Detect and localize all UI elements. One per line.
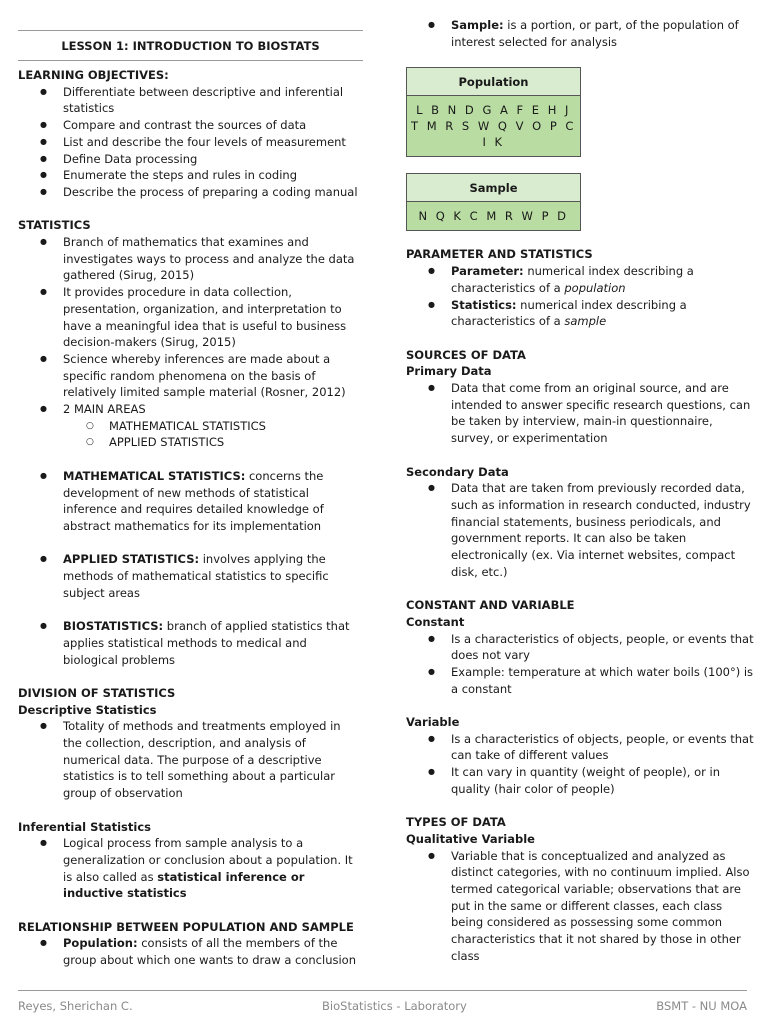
sample-list	[406, 17, 754, 50]
secondary-item: ● Data that are taken from previously recorded data, such as information in research conducted, industry financial statements, business periodicals, and government reports. It can also be taken electronically (ex. Via internet websites, compact disk, etc.)	[406, 480, 754, 580]
sample-box-title: Sample	[407, 174, 580, 202]
objective-item: ● Describe the process of preparing a coding manual	[18, 184, 363, 201]
primary-list	[406, 380, 754, 447]
population-text: consists of all the members of the group about which one wants to draw a conclusion	[63, 936, 357, 968]
main-area-item: ○ APPLIED STATISTICS	[18, 434, 363, 451]
footer-author: Reyes, Sherichan C.	[18, 999, 133, 1013]
main-areas-list	[18, 418, 363, 451]
definition-text: involves applying the methods of mathematical statistics to specific subject areas	[63, 552, 329, 600]
sample-term: Sample:	[451, 18, 504, 32]
population-box-title: Population	[407, 68, 580, 96]
sample-text: is a portion, or part, of the population of interest selected for analysis	[451, 18, 739, 49]
population-box-letters: L B N D G A F E H J T M R S W Q V O P C I K	[411, 103, 576, 150]
inferential-list	[18, 835, 363, 902]
page-footer	[18, 990, 747, 1013]
objectives-list	[18, 84, 363, 201]
main-area-item: ○ MATHEMATICAL STATISTICS	[18, 418, 363, 435]
definition-math	[18, 468, 363, 535]
sample-box-letters: N Q K C M R W P D	[418, 209, 569, 224]
statistics-item: ● Branch of mathematics that examines and investigates ways to process and analyze the data gathered (Sirug, 2015)	[18, 234, 363, 284]
definition-biostat	[18, 618, 363, 668]
definition-term: MATHEMATICAL STATISTICS:	[63, 468, 246, 483]
statistic-term: Statistics:	[451, 297, 517, 312]
relationship-heading: RELATIONSHIP BETWEEN POPULATION AND SAMPLE	[18, 919, 354, 934]
footer-course: BioStatistics - Laboratory	[322, 999, 467, 1013]
qualitative-heading: Qualitative Variable	[406, 831, 535, 846]
descriptive-heading: Descriptive Statistics	[18, 702, 157, 717]
types-heading: TYPES OF DATA	[406, 815, 506, 830]
qualitative-list	[406, 848, 754, 965]
parameter-term: Parameter:	[451, 264, 524, 279]
statistic-text: numerical index describing a characteristics of a	[451, 297, 687, 329]
objective-item: ● Differentiate between descriptive and inferential statistics	[18, 84, 363, 117]
objective-item: ● Define Data processing	[18, 151, 363, 168]
statistics-list	[18, 234, 363, 418]
inferential-heading: Inferential Statistics	[18, 819, 151, 834]
parameter-italic: population	[564, 280, 626, 295]
descriptive-item: ● Totality of methods and treatments employed in the collection, description, and analysis of numerical data. The purpose of a descriptive statistics is to tell something about a particular group of observation	[18, 718, 363, 802]
sources-heading: SOURCES OF DATA	[406, 347, 526, 362]
inferential-bold: statistical inference or inductive statistics	[63, 869, 305, 901]
secondary-heading: Secondary Data	[406, 464, 509, 479]
parameter-text: numerical index describing a characteristics of a	[451, 264, 694, 295]
secondary-list	[406, 480, 754, 580]
objective-item: ● List and describe the four levels of measurement	[18, 134, 363, 151]
primary-heading: Primary Data	[406, 364, 492, 379]
definition-applied	[18, 551, 363, 601]
constant-item: ● Example: temperature at which water boils (100°) is a constant	[406, 664, 754, 697]
variable-list	[406, 731, 754, 798]
population-list	[18, 935, 363, 968]
population-term: Population:	[63, 936, 138, 951]
right-column	[406, 0, 754, 965]
statistics-item: ● It provides procedure in data collection, presentation, organization, and interpretation to have a meaningful idea that is useful to business decision-makers (Sirug, 2015)	[18, 284, 363, 351]
constant-variable-heading: CONSTANT AND VARIABLE	[406, 598, 575, 613]
definition-term: BIOSTATISTICS:	[63, 619, 164, 634]
parameter-heading: PARAMETER AND STATISTICS	[406, 247, 593, 262]
constant-list	[406, 631, 754, 698]
parameter-list	[406, 263, 754, 330]
variable-item: ● Is a characteristics of objects, people, or events that can take of different values	[406, 731, 754, 764]
variable-item: ● It can vary in quantity (weight of people), or in quality (hair color of people)	[406, 764, 754, 797]
statistics-item: ● Science whereby inferences are made about a specific random phenomena on the basis of relatively limited sample material (Rosner, 2012)	[18, 351, 363, 401]
inferential-text: Logical process from sample analysis to a generalization or conclusion about a population. It is also called as	[63, 836, 353, 884]
left-column	[18, 0, 363, 969]
statistics-heading: STATISTICS	[18, 218, 91, 233]
lesson-title: LESSON 1: INTRODUCTION TO BIOSTATS	[61, 39, 320, 53]
sample-box	[406, 173, 581, 231]
statistic-italic: sample	[564, 314, 607, 329]
constant-item: ● Is a characteristics of objects, people, or events that does not vary	[406, 631, 754, 664]
objective-item: ● Compare and contrast the sources of data	[18, 117, 363, 134]
definition-term: APPLIED STATISTICS:	[63, 552, 200, 567]
population-box	[406, 67, 581, 157]
objectives-heading: LEARNING OBJECTIVES:	[18, 68, 169, 82]
statistics-item: ● 2 MAIN AREAS	[18, 401, 363, 418]
objective-item: ● Enumerate the steps and rules in coding	[18, 167, 363, 184]
constant-heading: Constant	[406, 614, 465, 629]
qualitative-item: ● Variable that is conceptualized and analyzed as distinct categories, with no continuum implied. Also termed categorical variable; observations that are put in the same or different classes, each class being considered as possessing some common characteristics that it not shared by those in other class	[406, 848, 754, 965]
definition-text: branch of applied statistics that applies statistical methods to medical and biological problems	[63, 619, 350, 667]
definition-text: concerns the development of new methods of statistical inference and requires detailed knowledge of abstract mathematics for its implementation	[63, 468, 324, 533]
descriptive-list	[18, 718, 363, 802]
primary-item: ● Data that come from an original source, and are intended to answer specific research questions, can be taken by interview, main-in questionnaire, survey, or experimentation	[406, 380, 754, 447]
variable-heading: Variable	[406, 715, 460, 730]
footer-program: BSMT - NU MOA	[656, 999, 747, 1013]
division-heading: DIVISION OF STATISTICS	[18, 685, 176, 700]
